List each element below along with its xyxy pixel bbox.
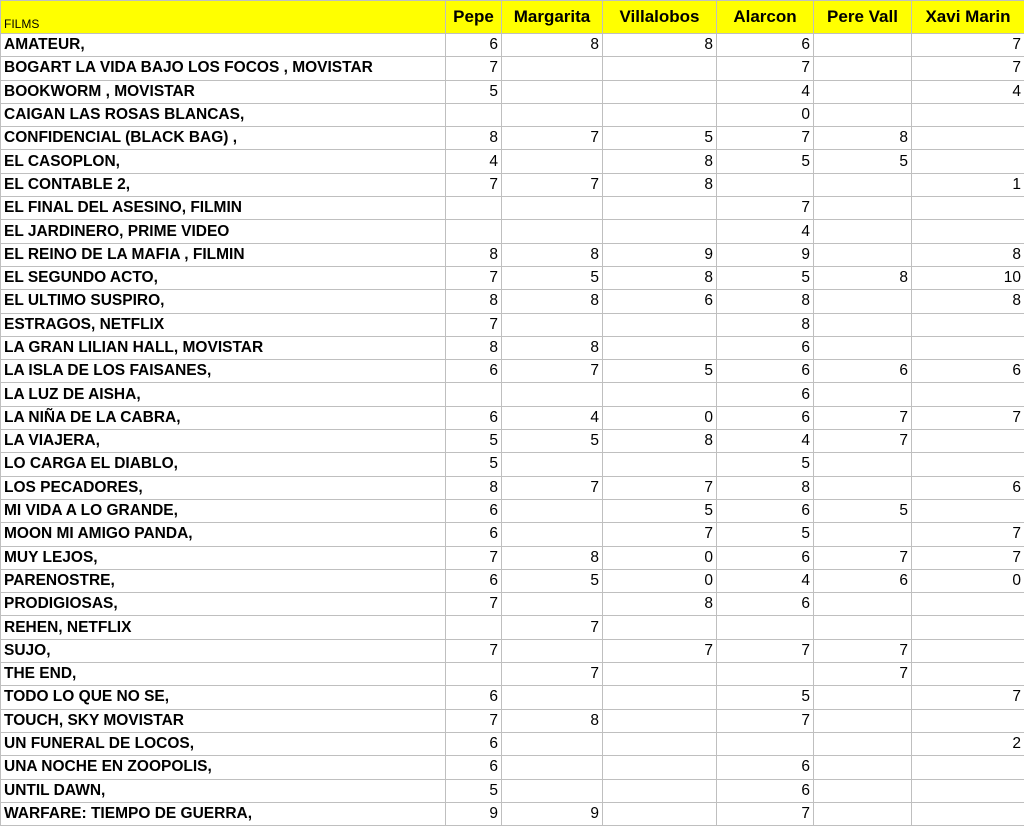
alarcon-score-cell[interactable]: 5	[717, 266, 814, 289]
table-row	[1, 430, 1024, 453]
pepe-score-cell[interactable]: 6	[446, 569, 502, 592]
margarita-score-cell[interactable]: 7	[502, 360, 603, 383]
villalobos-score-cell[interactable]	[603, 709, 717, 732]
film-title-cell[interactable]: EL CONTABLE 2,	[1, 173, 446, 196]
pere-vall-score-cell[interactable]: 6	[814, 569, 912, 592]
villalobos-score-cell[interactable]	[603, 313, 717, 336]
film-title-cell[interactable]: PRODIGIOSAS,	[1, 593, 446, 616]
margarita-score-cell[interactable]: 8	[502, 336, 603, 359]
table-row	[1, 639, 1024, 662]
alarcon-score-cell[interactable]	[717, 173, 814, 196]
pere-vall-score-cell[interactable]	[814, 34, 912, 57]
villalobos-score-cell[interactable]	[603, 686, 717, 709]
margarita-score-cell[interactable]	[502, 103, 603, 126]
table-row	[1, 34, 1024, 57]
pepe-score-cell[interactable]: 4	[446, 150, 502, 173]
pere-vall-score-cell[interactable]	[814, 709, 912, 732]
pepe-score-cell[interactable]: 6	[446, 406, 502, 429]
table-row	[1, 243, 1024, 266]
villalobos-score-cell[interactable]	[603, 220, 717, 243]
alarcon-score-cell[interactable]: 5	[717, 150, 814, 173]
pepe-score-cell[interactable]: 6	[446, 756, 502, 779]
margarita-score-cell[interactable]	[502, 499, 603, 522]
alarcon-score-cell[interactable]: 6	[717, 336, 814, 359]
film-title-cell[interactable]: UNA NOCHE EN ZOOPOLIS,	[1, 756, 446, 779]
table-row	[1, 686, 1024, 709]
margarita-score-cell[interactable]	[502, 453, 603, 476]
alarcon-score-cell[interactable]: 6	[717, 779, 814, 802]
alarcon-score-cell[interactable]: 7	[717, 197, 814, 220]
margarita-score-cell[interactable]	[502, 779, 603, 802]
table-row	[1, 336, 1024, 359]
table-row	[1, 616, 1024, 639]
header-villalobos[interactable]: Villalobos	[603, 1, 717, 34]
margarita-score-cell[interactable]	[502, 57, 603, 80]
pepe-score-cell[interactable]: 8	[446, 476, 502, 499]
table-row	[1, 57, 1024, 80]
villalobos-score-cell[interactable]: 7	[603, 639, 717, 662]
villalobos-score-cell[interactable]	[603, 663, 717, 686]
margarita-score-cell[interactable]	[502, 593, 603, 616]
pere-vall-score-cell[interactable]: 7	[814, 406, 912, 429]
xavi-marin-score-cell[interactable]	[912, 336, 1024, 359]
pepe-score-cell[interactable]: 5	[446, 453, 502, 476]
film-title-cell[interactable]: UNTIL DAWN,	[1, 779, 446, 802]
pepe-score-cell[interactable]: 8	[446, 243, 502, 266]
alarcon-score-cell[interactable]: 9	[717, 243, 814, 266]
header-pepe[interactable]: Pepe	[446, 1, 502, 34]
pepe-score-cell[interactable]: 6	[446, 732, 502, 755]
margarita-score-cell[interactable]: 7	[502, 616, 603, 639]
margarita-score-cell[interactable]: 4	[502, 406, 603, 429]
pere-vall-score-cell[interactable]: 7	[814, 430, 912, 453]
villalobos-score-cell[interactable]	[603, 80, 717, 103]
table-row	[1, 220, 1024, 243]
villalobos-score-cell[interactable]: 5	[603, 499, 717, 522]
xavi-marin-score-cell[interactable]	[912, 453, 1024, 476]
pepe-score-cell[interactable]: 6	[446, 523, 502, 546]
alarcon-score-cell[interactable]: 6	[717, 593, 814, 616]
table-row	[1, 173, 1024, 196]
xavi-marin-score-cell[interactable]	[912, 197, 1024, 220]
xavi-marin-score-cell[interactable]: 2	[912, 732, 1024, 755]
pere-vall-score-cell[interactable]	[814, 80, 912, 103]
table-row	[1, 779, 1024, 802]
table-row	[1, 406, 1024, 429]
xavi-marin-score-cell[interactable]	[912, 220, 1024, 243]
pere-vall-score-cell[interactable]	[814, 686, 912, 709]
pepe-score-cell[interactable]: 5	[446, 430, 502, 453]
pepe-score-cell[interactable]: 5	[446, 80, 502, 103]
alarcon-score-cell[interactable]: 6	[717, 499, 814, 522]
header-films[interactable]: FILMS	[1, 1, 446, 34]
pere-vall-score-cell[interactable]	[814, 453, 912, 476]
pere-vall-score-cell[interactable]	[814, 523, 912, 546]
film-title-cell[interactable]: MOON MI AMIGO PANDA,	[1, 523, 446, 546]
xavi-marin-score-cell[interactable]: 6	[912, 476, 1024, 499]
margarita-score-cell[interactable]: 7	[502, 127, 603, 150]
margarita-score-cell[interactable]: 5	[502, 266, 603, 289]
pepe-score-cell[interactable]: 7	[446, 546, 502, 569]
xavi-marin-score-cell[interactable]	[912, 593, 1024, 616]
pere-vall-score-cell[interactable]	[814, 336, 912, 359]
villalobos-score-cell[interactable]: 8	[603, 266, 717, 289]
pepe-score-cell[interactable]: 6	[446, 360, 502, 383]
alarcon-score-cell[interactable]: 5	[717, 686, 814, 709]
pepe-score-cell[interactable]: 7	[446, 266, 502, 289]
margarita-score-cell[interactable]: 5	[502, 430, 603, 453]
alarcon-score-cell[interactable]: 4	[717, 569, 814, 592]
xavi-marin-score-cell[interactable]: 7	[912, 406, 1024, 429]
pere-vall-score-cell[interactable]	[814, 476, 912, 499]
alarcon-score-cell[interactable]: 8	[717, 290, 814, 313]
xavi-marin-score-cell[interactable]: 8	[912, 290, 1024, 313]
table-row	[1, 476, 1024, 499]
pere-vall-score-cell[interactable]	[814, 103, 912, 126]
alarcon-score-cell[interactable]: 4	[717, 80, 814, 103]
pere-vall-score-cell[interactable]	[814, 197, 912, 220]
film-title-cell[interactable]: PARENOSTRE,	[1, 569, 446, 592]
alarcon-score-cell[interactable]: 7	[717, 639, 814, 662]
pere-vall-score-cell[interactable]	[814, 313, 912, 336]
margarita-score-cell[interactable]	[502, 150, 603, 173]
pepe-score-cell[interactable]	[446, 103, 502, 126]
film-title-cell[interactable]: BOOKWORM , MOVISTAR	[1, 80, 446, 103]
pepe-score-cell[interactable]: 7	[446, 57, 502, 80]
xavi-marin-score-cell[interactable]	[912, 756, 1024, 779]
alarcon-score-cell[interactable]: 6	[717, 34, 814, 57]
pepe-score-cell[interactable]	[446, 616, 502, 639]
margarita-score-cell[interactable]: 5	[502, 569, 603, 592]
villalobos-score-cell[interactable]: 8	[603, 173, 717, 196]
film-title-cell[interactable]: CONFIDENCIAL (BLACK BAG) ,	[1, 127, 446, 150]
film-title-cell[interactable]: EL ULTIMO SUSPIRO,	[1, 290, 446, 313]
pere-vall-score-cell[interactable]	[814, 173, 912, 196]
villalobos-score-cell[interactable]	[603, 732, 717, 755]
xavi-marin-score-cell[interactable]: 7	[912, 686, 1024, 709]
film-title-cell[interactable]: LA GRAN LILIAN HALL, MOVISTAR	[1, 336, 446, 359]
margarita-score-cell[interactable]	[502, 732, 603, 755]
margarita-score-cell[interactable]: 8	[502, 34, 603, 57]
margarita-score-cell[interactable]: 8	[502, 290, 603, 313]
villalobos-score-cell[interactable]	[603, 383, 717, 406]
xavi-marin-score-cell[interactable]: 7	[912, 57, 1024, 80]
villalobos-score-cell[interactable]	[603, 756, 717, 779]
xavi-marin-score-cell[interactable]	[912, 616, 1024, 639]
pepe-score-cell[interactable]: 7	[446, 593, 502, 616]
xavi-marin-score-cell[interactable]	[912, 430, 1024, 453]
film-title-cell[interactable]: LA ISLA DE LOS FAISANES,	[1, 360, 446, 383]
villalobos-score-cell[interactable]: 0	[603, 569, 717, 592]
xavi-marin-score-cell[interactable]: 0	[912, 569, 1024, 592]
ratings-body	[1, 34, 1024, 826]
film-title-cell[interactable]: SUJO,	[1, 639, 446, 662]
margarita-score-cell[interactable]	[502, 639, 603, 662]
pepe-score-cell[interactable]: 7	[446, 313, 502, 336]
alarcon-score-cell[interactable]: 0	[717, 103, 814, 126]
villalobos-score-cell[interactable]	[603, 57, 717, 80]
alarcon-score-cell[interactable]: 7	[717, 802, 814, 825]
xavi-marin-score-cell[interactable]	[912, 127, 1024, 150]
pere-vall-score-cell[interactable]	[814, 616, 912, 639]
margarita-score-cell[interactable]	[502, 383, 603, 406]
pepe-score-cell[interactable]	[446, 383, 502, 406]
xavi-marin-score-cell[interactable]	[912, 802, 1024, 825]
margarita-score-cell[interactable]	[502, 313, 603, 336]
pere-vall-score-cell[interactable]	[814, 593, 912, 616]
film-title-cell[interactable]: MUY LEJOS,	[1, 546, 446, 569]
table-row	[1, 103, 1024, 126]
xavi-marin-score-cell[interactable]	[912, 779, 1024, 802]
pepe-score-cell[interactable]: 6	[446, 686, 502, 709]
header-row	[1, 1, 1024, 34]
pere-vall-score-cell[interactable]	[814, 779, 912, 802]
villalobos-score-cell[interactable]: 7	[603, 476, 717, 499]
villalobos-score-cell[interactable]: 8	[603, 34, 717, 57]
margarita-score-cell[interactable]	[502, 686, 603, 709]
pepe-score-cell[interactable]: 6	[446, 34, 502, 57]
villalobos-score-cell[interactable]: 5	[603, 360, 717, 383]
header-xavi-marin[interactable]: Xavi Marin	[912, 1, 1024, 34]
table-row	[1, 313, 1024, 336]
table-row	[1, 80, 1024, 103]
villalobos-score-cell[interactable]: 8	[603, 150, 717, 173]
villalobos-score-cell[interactable]	[603, 802, 717, 825]
villalobos-score-cell[interactable]: 5	[603, 127, 717, 150]
table-row	[1, 593, 1024, 616]
alarcon-score-cell[interactable]: 6	[717, 546, 814, 569]
pepe-score-cell[interactable]: 6	[446, 499, 502, 522]
margarita-score-cell[interactable]	[502, 197, 603, 220]
table-row	[1, 546, 1024, 569]
alarcon-score-cell[interactable]: 7	[717, 57, 814, 80]
villalobos-score-cell[interactable]: 0	[603, 406, 717, 429]
pepe-score-cell[interactable]: 7	[446, 709, 502, 732]
xavi-marin-score-cell[interactable]: 7	[912, 523, 1024, 546]
film-title-cell[interactable]: WARFARE: TIEMPO DE GUERRA,	[1, 802, 446, 825]
margarita-score-cell[interactable]	[502, 220, 603, 243]
alarcon-score-cell[interactable]: 4	[717, 430, 814, 453]
pere-vall-score-cell[interactable]	[814, 220, 912, 243]
pere-vall-score-cell[interactable]	[814, 290, 912, 313]
pepe-score-cell[interactable]: 7	[446, 639, 502, 662]
alarcon-score-cell[interactable]: 6	[717, 360, 814, 383]
film-title-cell[interactable]: LOS PECADORES,	[1, 476, 446, 499]
film-title-cell[interactable]: EL JARDINERO, PRIME VIDEO	[1, 220, 446, 243]
margarita-score-cell[interactable]	[502, 756, 603, 779]
table-row	[1, 756, 1024, 779]
film-title-cell[interactable]: AMATEUR,	[1, 34, 446, 57]
table-row	[1, 663, 1024, 686]
villalobos-score-cell[interactable]: 9	[603, 243, 717, 266]
table-row	[1, 709, 1024, 732]
pere-vall-score-cell[interactable]	[814, 732, 912, 755]
film-title-cell[interactable]: THE END,	[1, 663, 446, 686]
villalobos-score-cell[interactable]: 8	[603, 430, 717, 453]
xavi-marin-score-cell[interactable]	[912, 639, 1024, 662]
xavi-marin-score-cell[interactable]: 10	[912, 266, 1024, 289]
pere-vall-score-cell[interactable]: 5	[814, 499, 912, 522]
margarita-score-cell[interactable]: 8	[502, 243, 603, 266]
xavi-marin-score-cell[interactable]	[912, 313, 1024, 336]
alarcon-score-cell[interactable]	[717, 616, 814, 639]
alarcon-score-cell[interactable]: 8	[717, 476, 814, 499]
xavi-marin-score-cell[interactable]: 7	[912, 34, 1024, 57]
pere-vall-score-cell[interactable]: 8	[814, 266, 912, 289]
table-row	[1, 523, 1024, 546]
margarita-score-cell[interactable]: 7	[502, 173, 603, 196]
villalobos-score-cell[interactable]	[603, 779, 717, 802]
xavi-marin-score-cell[interactable]: 4	[912, 80, 1024, 103]
xavi-marin-score-cell[interactable]: 8	[912, 243, 1024, 266]
xavi-marin-score-cell[interactable]	[912, 709, 1024, 732]
alarcon-score-cell[interactable]	[717, 663, 814, 686]
film-title-cell[interactable]: LA LUZ DE AISHA,	[1, 383, 446, 406]
villalobos-score-cell[interactable]	[603, 616, 717, 639]
pepe-score-cell[interactable]: 7	[446, 173, 502, 196]
alarcon-score-cell[interactable]: 5	[717, 523, 814, 546]
film-title-cell[interactable]: TOUCH, SKY MOVISTAR	[1, 709, 446, 732]
alarcon-score-cell[interactable]: 4	[717, 220, 814, 243]
margarita-score-cell[interactable]	[502, 80, 603, 103]
pere-vall-score-cell[interactable]: 6	[814, 360, 912, 383]
table-row	[1, 499, 1024, 522]
film-title-cell[interactable]: EL CASOPLON,	[1, 150, 446, 173]
pere-vall-score-cell[interactable]	[814, 57, 912, 80]
pepe-score-cell[interactable]: 8	[446, 336, 502, 359]
alarcon-score-cell[interactable]: 6	[717, 406, 814, 429]
xavi-marin-score-cell[interactable]	[912, 150, 1024, 173]
header-pere-vall[interactable]: Pere Vall	[814, 1, 912, 34]
film-title-cell[interactable]: CAIGAN LAS ROSAS BLANCAS,	[1, 103, 446, 126]
film-title-cell[interactable]: EL FINAL DEL ASESINO, FILMIN	[1, 197, 446, 220]
table-row	[1, 197, 1024, 220]
film-title-cell[interactable]: REHEN, NETFLIX	[1, 616, 446, 639]
table-row	[1, 732, 1024, 755]
pepe-score-cell[interactable]: 9	[446, 802, 502, 825]
alarcon-score-cell[interactable]: 7	[717, 127, 814, 150]
xavi-marin-score-cell[interactable]: 7	[912, 546, 1024, 569]
margarita-score-cell[interactable]: 9	[502, 802, 603, 825]
villalobos-score-cell[interactable]	[603, 453, 717, 476]
villalobos-score-cell[interactable]	[603, 103, 717, 126]
pere-vall-score-cell[interactable]	[814, 243, 912, 266]
pepe-score-cell[interactable]	[446, 220, 502, 243]
alarcon-score-cell[interactable]: 5	[717, 453, 814, 476]
film-title-cell[interactable]: ESTRAGOS, NETFLIX	[1, 313, 446, 336]
villalobos-score-cell[interactable]	[603, 336, 717, 359]
film-title-cell[interactable]: EL REINO DE LA MAFIA , FILMIN	[1, 243, 446, 266]
pere-vall-score-cell[interactable]	[814, 802, 912, 825]
film-title-cell[interactable]: TODO LO QUE NO SE,	[1, 686, 446, 709]
table-row	[1, 266, 1024, 289]
film-title-cell[interactable]: LO CARGA EL DIABLO,	[1, 453, 446, 476]
alarcon-score-cell[interactable]: 6	[717, 383, 814, 406]
alarcon-score-cell[interactable]: 6	[717, 756, 814, 779]
pere-vall-score-cell[interactable]	[814, 383, 912, 406]
margarita-score-cell[interactable]: 8	[502, 709, 603, 732]
margarita-score-cell[interactable]: 7	[502, 476, 603, 499]
margarita-score-cell[interactable]: 7	[502, 663, 603, 686]
pere-vall-score-cell[interactable]: 7	[814, 663, 912, 686]
villalobos-score-cell[interactable]: 7	[603, 523, 717, 546]
table-row	[1, 290, 1024, 313]
margarita-score-cell[interactable]	[502, 523, 603, 546]
table-row	[1, 802, 1024, 825]
film-title-cell[interactable]: LA VIAJERA,	[1, 430, 446, 453]
alarcon-score-cell[interactable]: 8	[717, 313, 814, 336]
table-row	[1, 360, 1024, 383]
pere-vall-score-cell[interactable]: 7	[814, 639, 912, 662]
margarita-score-cell[interactable]: 8	[502, 546, 603, 569]
pepe-score-cell[interactable]: 8	[446, 290, 502, 313]
film-title-cell[interactable]: EL SEGUNDO ACTO,	[1, 266, 446, 289]
villalobos-score-cell[interactable]: 6	[603, 290, 717, 313]
table-row	[1, 453, 1024, 476]
pere-vall-score-cell[interactable]	[814, 756, 912, 779]
xavi-marin-score-cell[interactable]: 6	[912, 360, 1024, 383]
film-title-cell[interactable]: BOGART LA VIDA BAJO LOS FOCOS , MOVISTAR	[1, 57, 446, 80]
pepe-score-cell[interactable]	[446, 663, 502, 686]
table-row	[1, 569, 1024, 592]
villalobos-score-cell[interactable]	[603, 197, 717, 220]
pepe-score-cell[interactable]: 8	[446, 127, 502, 150]
pere-vall-score-cell[interactable]: 5	[814, 150, 912, 173]
table-row	[1, 150, 1024, 173]
xavi-marin-score-cell[interactable]	[912, 499, 1024, 522]
alarcon-score-cell[interactable]: 7	[717, 709, 814, 732]
xavi-marin-score-cell[interactable]: 1	[912, 173, 1024, 196]
xavi-marin-score-cell[interactable]	[912, 103, 1024, 126]
film-title-cell[interactable]: UN FUNERAL DE LOCOS,	[1, 732, 446, 755]
pere-vall-score-cell[interactable]: 7	[814, 546, 912, 569]
pepe-score-cell[interactable]: 5	[446, 779, 502, 802]
film-title-cell[interactable]: LA NIÑA DE LA CABRA,	[1, 406, 446, 429]
table-row	[1, 127, 1024, 150]
alarcon-score-cell[interactable]	[717, 732, 814, 755]
pepe-score-cell[interactable]	[446, 197, 502, 220]
header-margarita[interactable]: Margarita	[502, 1, 603, 34]
table-row	[1, 383, 1024, 406]
villalobos-score-cell[interactable]: 0	[603, 546, 717, 569]
villalobos-score-cell[interactable]: 8	[603, 593, 717, 616]
pere-vall-score-cell[interactable]: 8	[814, 127, 912, 150]
xavi-marin-score-cell[interactable]	[912, 663, 1024, 686]
film-title-cell[interactable]: MI VIDA A LO GRANDE,	[1, 499, 446, 522]
xavi-marin-score-cell[interactable]	[912, 383, 1024, 406]
header-alarcon[interactable]: Alarcon	[717, 1, 814, 34]
